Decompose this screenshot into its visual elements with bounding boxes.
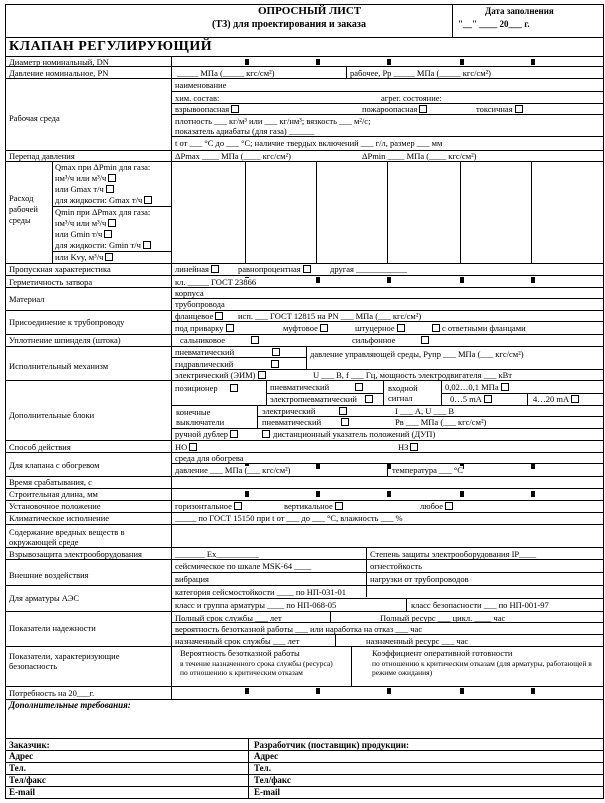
column-fill-row: [171, 59, 603, 65]
blk-divider: [383, 380, 384, 405]
act-pneum[interactable]: пневматический: [175, 348, 280, 357]
row-line: [5, 150, 603, 151]
aes-label: Для арматуры АЭС: [9, 593, 79, 603]
time-label: Время срабатывания, с: [9, 477, 92, 487]
date-value[interactable]: "__" ____ 20___ г.: [458, 19, 530, 29]
rel-divider: [335, 634, 336, 646]
medium-explosive[interactable]: взрывоопасная: [175, 105, 239, 114]
safety-label: Показатели, характеризующие безопасность: [9, 651, 120, 671]
row-line: [5, 786, 603, 787]
tight-label: Герметичность затвора: [9, 277, 93, 287]
developer-email[interactable]: E-mail: [254, 787, 280, 797]
connect-coupling[interactable]: муфтовое: [283, 324, 328, 333]
blk-sig3[interactable]: 4…20 mA: [533, 395, 579, 404]
checkbox[interactable]: [230, 430, 238, 438]
checkbox[interactable]: [143, 241, 151, 249]
row-line: [5, 547, 603, 548]
flow-min-4[interactable]: для жидкости: Gmin т/ч: [55, 241, 151, 250]
customer-address[interactable]: Адрес: [9, 751, 34, 761]
checkbox[interactable]: [104, 230, 112, 238]
blk-positioner[interactable]: позиционер: [175, 384, 238, 393]
checkbox[interactable]: [515, 105, 523, 113]
flow-min-1: Qmin при ΔPmax для газа:: [55, 207, 151, 217]
checkbox[interactable]: [365, 395, 373, 403]
aes-divider: [406, 598, 407, 611]
char-linear[interactable]: линейная: [175, 265, 219, 274]
flow-max-1: Qmax при ΔPmin для газа:: [55, 162, 151, 172]
harmful-label: Содержание вредных веществ в окружающей среде: [9, 527, 125, 547]
sub-line: [171, 91, 603, 92]
pn-value[interactable]: _____ МПа (_____ кгс/см²): [177, 68, 275, 78]
sub-line: [171, 136, 603, 137]
checkbox[interactable]: [106, 185, 114, 193]
aes-seismic[interactable]: категория сейсмостойкости ____ по НП-031-01: [175, 587, 346, 597]
customer-fax[interactable]: Тел/факс: [9, 775, 46, 785]
ip-value[interactable]: Степень защиты электрооборудования IP____: [370, 549, 537, 559]
checkbox[interactable]: [419, 105, 427, 113]
char-other[interactable]: другая ____________: [330, 264, 408, 274]
flow-label: Расход рабочей среды: [9, 193, 38, 225]
blk-sig2[interactable]: 0…5 mA: [450, 395, 492, 404]
explosion-value[interactable]: _______ Ex__________: [175, 549, 259, 559]
row-line: [5, 774, 603, 775]
install-v[interactable]: вертикальное: [284, 502, 343, 511]
safety-prob[interactable]: Вероятность безотказной работы: [180, 648, 300, 658]
dp-max[interactable]: ΔPmax ____ МПа (____ кгс/см²): [175, 151, 291, 161]
flow-max-2[interactable]: нм³/ч или м³/ч: [55, 174, 116, 183]
sub-line: [171, 298, 603, 299]
blk-pn-spec[interactable]: Pв ___ МПа (___ кгс/см²): [395, 417, 487, 427]
row-line: [5, 750, 603, 751]
heat-temp[interactable]: температура ___ °С: [392, 465, 463, 475]
checkbox[interactable]: [571, 395, 579, 403]
connect-weld[interactable]: под приварку: [175, 324, 234, 333]
sub-line: [171, 622, 603, 623]
blk-el-spec[interactable]: I ___ А, U ___ В: [395, 406, 455, 416]
safety-divider: [351, 646, 352, 686]
length-label: Строительная длина, мм: [9, 489, 98, 499]
right-border: [603, 4, 604, 799]
row-line: [5, 611, 603, 612]
climate-value[interactable]: _____ по ГОСТ 15150 при t от ___ до ___ °С, влажность ___ %: [175, 513, 403, 523]
medium-density[interactable]: плотность ___ кг/м³ или ___ кг/нм³; вязкость ___ м²/с;: [175, 116, 371, 126]
extra-label: Дополнительные требования:: [9, 700, 131, 710]
checkbox[interactable]: [303, 265, 311, 273]
form-subtitle: (ТЗ) для проектирования и заказа: [212, 19, 366, 30]
row-line: [5, 559, 603, 560]
bottom-border: [5, 798, 603, 799]
seal-bellows[interactable]: сильфонное: [352, 336, 429, 345]
blk-electric[interactable]: электрический: [262, 407, 347, 416]
act-control[interactable]: давление управляющей среды, Pупр ___ МПа (___ кгс/см²): [310, 349, 524, 359]
medium-chem[interactable]: хим. состав:: [175, 93, 220, 103]
sub-line: [171, 114, 603, 115]
row-line: [5, 646, 603, 647]
rel-service[interactable]: Полный срок службы ___ лет: [175, 613, 282, 623]
blk-pneum2[interactable]: пневматический: [262, 418, 349, 427]
material-body[interactable]: корпуса: [175, 288, 204, 298]
heat-medium[interactable]: среда для обогрева: [175, 453, 244, 463]
checkbox[interactable]: [335, 502, 343, 510]
header-bottom: [5, 37, 603, 38]
connect-nipple[interactable]: штуцерное: [355, 324, 405, 333]
material-label: Материал: [9, 294, 45, 304]
medium-label: Рабочая среда: [9, 113, 60, 123]
blk-pneumatic[interactable]: пневматический: [270, 383, 363, 392]
heat-label: Для клапана с обогревом: [9, 460, 100, 470]
row-line: [5, 686, 603, 687]
medium-fire[interactable]: пожароопасная: [362, 105, 427, 114]
rel-assigned-res[interactable]: назначенный ресурс ___ час: [366, 636, 469, 646]
medium-temp[interactable]: t от ___ °С до ___ °С; наличие твердых включений ___ г/л, размер ___ мм: [175, 138, 443, 148]
developer-label: Разработчик (поставщик) продукции:: [254, 740, 410, 750]
blk-sig1[interactable]: 0,02…0,1 МПа: [445, 383, 509, 392]
rel-divider: [330, 611, 331, 622]
row-line: [5, 78, 603, 79]
safety-coef-note: по отношению к критическим отказам (для арматуры, работающей в режиме ожидания): [372, 659, 592, 677]
flow-divider: [52, 161, 53, 263]
blk-divider: [527, 393, 528, 405]
checkbox[interactable]: [501, 383, 509, 391]
medium-toxic[interactable]: токсичная: [476, 105, 523, 114]
sub-line: [171, 634, 603, 635]
action-no[interactable]: НО: [175, 443, 197, 452]
checkbox[interactable]: [251, 336, 259, 344]
row-line: [5, 524, 603, 525]
blk-limit: конечные выключатели: [176, 407, 225, 427]
date-label: Дата заполнения: [485, 6, 554, 16]
checkbox[interactable]: [432, 324, 440, 332]
external-label: Внешние воздействия: [9, 570, 89, 580]
flow-min-3[interactable]: или Gmin т/ч: [55, 230, 112, 239]
developer-phone[interactable]: Тел.: [254, 763, 271, 773]
checkbox[interactable]: [108, 174, 116, 182]
medium-agg[interactable]: агрег. состояние:: [381, 93, 442, 103]
ext-seismic[interactable]: сейсмическое по шкале MSK-64 ____: [175, 561, 312, 571]
left-border: [5, 4, 6, 799]
action-label: Способ действия: [9, 442, 71, 452]
char-equal[interactable]: равнопроцентная: [238, 265, 311, 274]
customer-email[interactable]: E-mail: [9, 787, 35, 797]
header-divider: [452, 4, 453, 37]
row-line: [5, 476, 603, 477]
safety-coef[interactable]: Коэффициент оперативной готовности: [372, 648, 513, 658]
checkbox[interactable]: [211, 265, 219, 273]
explosion-label: Взрывозащита электрооборудования: [9, 549, 142, 559]
contacts-divider: [248, 738, 249, 799]
pn-work[interactable]: рабочее, Рр _____ МПа (_____ кгс/см²): [350, 68, 492, 78]
heat-divider: [387, 463, 388, 476]
flow-col: [387, 161, 388, 263]
ext-load[interactable]: нагрузки от трубопроводов: [370, 574, 469, 584]
ext-vibration[interactable]: вибрация: [175, 574, 209, 584]
dp-min[interactable]: ΔPmin ____ МПа (____ кгс/см²): [362, 151, 477, 161]
act-hydr[interactable]: гидравлический: [175, 360, 279, 369]
sub-line: [171, 321, 603, 322]
medium-name[interactable]: наименование: [175, 80, 227, 90]
material-pipe[interactable]: трубопровода: [175, 299, 225, 309]
sub-line: [171, 598, 603, 599]
blk-remote[interactable]: дистанционный указатель положений (ДУП): [262, 430, 435, 439]
checkbox[interactable]: [230, 384, 238, 392]
flow-max-3[interactable]: или Gmax т/ч: [55, 185, 114, 194]
rel-resource[interactable]: Полный ресурс ___ цикл. ____ час: [380, 613, 506, 623]
row-line: [5, 275, 603, 276]
ext-fire[interactable]: огнестойкость: [370, 561, 422, 571]
install-any[interactable]: любое: [420, 502, 453, 511]
checkbox[interactable]: [108, 219, 116, 227]
blk-input: входной сигнал: [388, 383, 418, 403]
checkbox[interactable]: [355, 383, 363, 391]
developer-fax[interactable]: Тел/факс: [254, 775, 291, 785]
blk-elpneum[interactable]: электропневматический: [270, 395, 373, 404]
flow-col: [316, 161, 317, 263]
aes-safety[interactable]: класс безопасности ___ по НП-001-97: [411, 600, 549, 610]
tight-value[interactable]: кл. _____ ГОСТ 23866: [175, 277, 257, 287]
checkbox[interactable]: [421, 336, 429, 344]
blk-manual[interactable]: ручной дублер: [175, 430, 238, 439]
developer-address[interactable]: Адрес: [254, 751, 279, 761]
row-line: [5, 585, 603, 586]
checkbox[interactable]: [397, 324, 405, 332]
flow-kvy[interactable]: или Kvy, м³/ч: [55, 253, 113, 262]
climate-label: Климатическое исполнение: [9, 513, 110, 523]
medium-adiabatic[interactable]: показатель адиабаты (для газа) ______: [175, 126, 315, 136]
heat-pressure[interactable]: давление ___ МПа (___ кгс/см²): [175, 465, 291, 475]
connect-flange-spec[interactable]: исп. ___ ГОСТ 12815 на PN ___ МПа (___ кгс/см²): [238, 311, 422, 321]
safety-prob-note: в течение назначенного срока службы (ресурса) по отношению к критическим отказам: [180, 659, 333, 677]
checkbox[interactable]: [215, 312, 223, 320]
row-line: [5, 380, 603, 381]
row-line: [5, 346, 603, 347]
checkbox[interactable]: [258, 371, 266, 379]
blocks-label: Дополнительные блоки: [9, 410, 95, 420]
need-label: Потребность на 20___г.: [9, 688, 95, 698]
form-title: ОПРОСНЫЙ ЛИСТ: [258, 5, 362, 17]
install-label: Установочное положение: [9, 501, 101, 511]
connect-counter[interactable]: с ответными фланцами: [432, 324, 526, 333]
row-line: [5, 287, 603, 288]
checkbox[interactable]: [144, 196, 152, 204]
flow-min-2[interactable]: нм³/ч или м³/ч: [55, 219, 116, 228]
row-line: [5, 66, 603, 67]
char-label: Пропускная характеристика: [9, 264, 111, 274]
connect-label: Присоединение к трубопроводу: [9, 317, 125, 327]
reliab-label: Показатели надежности: [9, 623, 96, 633]
checkbox[interactable]: [484, 395, 492, 403]
checkbox[interactable]: [262, 430, 270, 438]
sub-line: [171, 357, 306, 358]
flow-col: [460, 161, 461, 263]
customer-label: Заказчик:: [9, 740, 50, 750]
row-line: [5, 762, 603, 763]
checkbox[interactable]: [105, 253, 113, 261]
flow-col: [531, 161, 532, 263]
column-fill-row: [171, 491, 603, 497]
flow-col: [245, 161, 246, 263]
act-elec[interactable]: электрический (ЭИМ): [175, 371, 266, 380]
sub-line: [171, 405, 603, 406]
seal-label: Уплотнение шпинделя (штока): [9, 335, 121, 345]
column-fill-row: [171, 688, 603, 694]
seal-gland[interactable]: сальниковое: [180, 336, 259, 345]
checkbox[interactable]: [226, 324, 234, 332]
pn-label: Давление номинальное, PN: [9, 68, 109, 78]
row-line: [5, 738, 603, 739]
checkbox[interactable]: [341, 418, 349, 426]
checkbox[interactable]: [231, 105, 239, 113]
flow-max-4[interactable]: для жидкости: Gmax т/ч: [55, 196, 152, 205]
rel-prob[interactable]: вероятность безотказной работы ___ или наработка на отказ ___ час: [175, 624, 423, 634]
checkbox[interactable]: [339, 407, 347, 415]
pn-divider: [346, 66, 347, 78]
row-line: [5, 440, 603, 441]
checkbox[interactable]: [272, 348, 280, 356]
product-title: КЛАПАН РЕГУЛИРУЮЩИЙ: [9, 39, 213, 54]
aes-class[interactable]: класс и группа арматуры ____ по НП-068-05: [175, 600, 337, 610]
checkbox[interactable]: [234, 502, 242, 510]
checkbox[interactable]: [189, 443, 197, 451]
checkbox[interactable]: [410, 443, 418, 451]
act-elec-spec[interactable]: U ___ В, f ___ Гц, мощность электродвигателя ___ кВт: [313, 370, 512, 380]
checkbox[interactable]: [271, 360, 279, 368]
act-divider: [306, 346, 307, 369]
rel-assigned[interactable]: назначенный срок службы ___ лет: [175, 636, 300, 646]
checkbox[interactable]: [320, 324, 328, 332]
sub-line: [171, 572, 603, 573]
customer-phone[interactable]: Тел.: [9, 763, 26, 773]
actuator-label: Исполнительный механизм: [9, 361, 109, 371]
label-column-divider: [171, 56, 172, 700]
connect-flange[interactable]: фланцевое: [175, 312, 223, 321]
dn-label: Диаметр номинальный, DN: [9, 57, 109, 67]
dp-label: Перепад давления: [9, 151, 75, 161]
checkbox[interactable]: [445, 502, 453, 510]
install-h[interactable]: горизонтальное: [175, 502, 242, 511]
action-nz[interactable]: НЗ: [398, 443, 418, 452]
row-line: [5, 452, 603, 453]
